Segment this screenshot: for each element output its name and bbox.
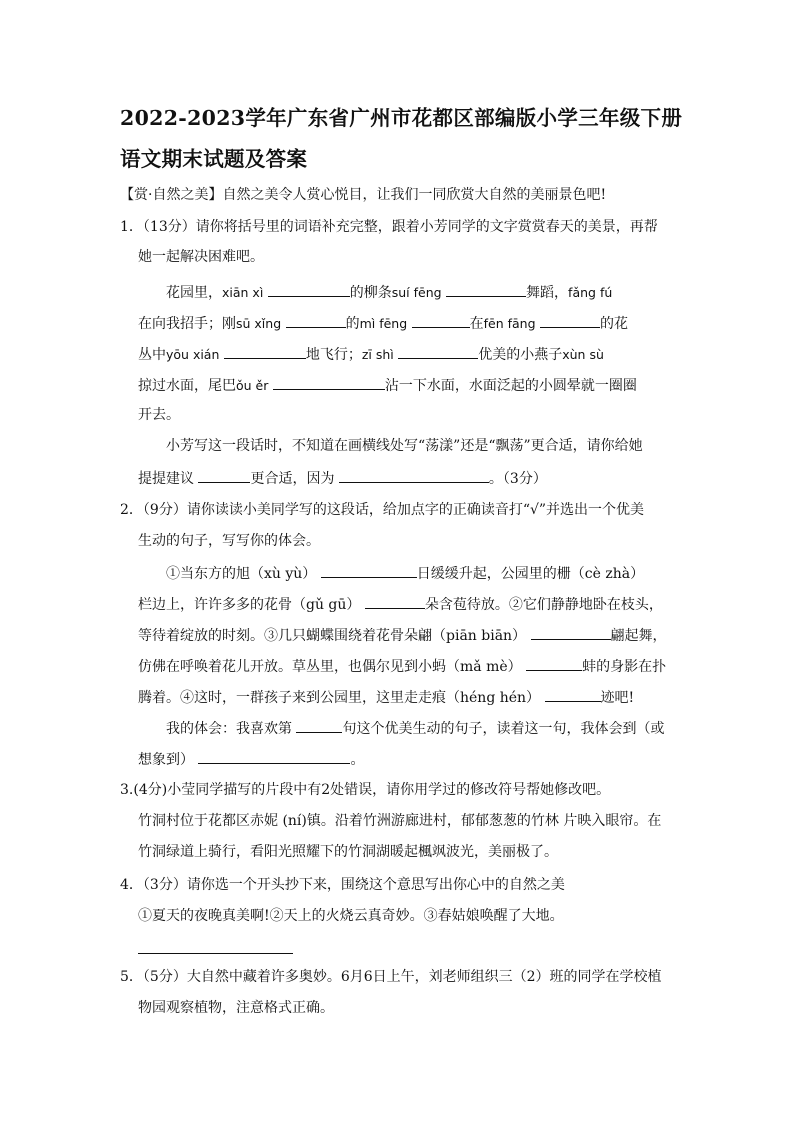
q1-text: 丛中: [138, 347, 166, 363]
pinyin: mì fēng: [359, 316, 408, 331]
answer-blank[interactable]: [531, 624, 611, 640]
q1-passage-line-7: [138, 467, 547, 489]
answer-blank[interactable]: [296, 717, 342, 733]
answer-blank[interactable]: [198, 748, 350, 764]
q1-text: 的花: [599, 316, 628, 332]
q1-text: 在向我招手；刚: [138, 316, 236, 332]
q1-passage-line-4: [138, 374, 637, 396]
pinyin: fǎng fú: [568, 285, 613, 300]
q1-text: 花园里，: [166, 285, 222, 301]
q1-text: 的: [345, 316, 360, 332]
q2-passage-line-3: [138, 624, 667, 646]
q3-prompt: 3.(4分)小莹同学描写的片段中有2处错误，请你用学过的修改符号帮她修改吧。: [120, 782, 611, 798]
pinyin: zī shì: [361, 347, 394, 362]
q3-passage-line-2: 竹洞绿道上骑行，看阳光照耀下的竹洞湖暖起楓飒波光，美丽极了。: [138, 844, 558, 860]
q1-passage-line-3: [138, 343, 604, 365]
q1-text: 掠过水面，尾巴: [138, 378, 236, 394]
q2-passage-line-2: [138, 593, 663, 615]
q1-text: 优美的小燕子: [478, 347, 563, 363]
q4-answer-line[interactable]: [138, 953, 293, 954]
q2-text: ①当东方的旭（xù yù）: [166, 566, 317, 582]
answer-blank[interactable]: [526, 655, 582, 671]
q2-text: 仿佛在呼唤着花儿开放。草丛里，也偶尔见到小蚂（mǎ mè）: [138, 659, 522, 675]
q1-text: 沾一下水面，水面泛起的小圆晕就一圈圈: [384, 378, 637, 394]
document-title-line-2: 语文期末试题及答案: [120, 147, 308, 171]
answer-blank[interactable]: [339, 467, 489, 483]
answer-blank[interactable]: [286, 312, 346, 328]
q5-prompt-line-2: 物园观察植物，注意格式正确。: [138, 1000, 334, 1016]
pinyin: xiān xì: [222, 285, 264, 300]
q2-text: 翩起舞，: [610, 628, 667, 644]
q2-prompt-line-1: 2．（9分）请你读读小美同学写的这段话，给加点字的正确读音打“√”并选出一个优美: [120, 502, 645, 518]
q1-passage-line-2: [138, 312, 628, 334]
q1-text: 的柳条: [349, 285, 392, 301]
q4-prompt: 4．（3分）请你选一个开头抄下来，围绕这个意思写出你心中的自然之美: [120, 877, 565, 893]
answer-blank[interactable]: [365, 593, 425, 609]
q1-text: 。（3分）: [488, 471, 547, 487]
pinyin: sū xǐng: [236, 316, 282, 331]
q2-passage-line-7: [138, 748, 364, 770]
answer-blank[interactable]: [545, 686, 601, 702]
q1-prompt-line-2: 她一起解决困难吧。: [138, 249, 264, 265]
q1-text: 提提建议: [138, 471, 194, 487]
q1-passage-line-1: [166, 281, 612, 303]
q1-prompt-line-1: 1．（13分）请你将括号里的词语补充完整，跟着小芳同学的文字赏赏春天的美景，再帮: [120, 219, 658, 235]
q1-text: 在: [469, 316, 484, 332]
q1-text: 更合适，因为: [250, 471, 335, 487]
q2-text: 日缓缓升起，公园里的栅（cè zhà）: [416, 566, 645, 582]
pinyin: fēn fāng: [483, 316, 536, 331]
q2-text: 蚌的身影在扑: [582, 659, 667, 675]
q2-text: 腾着。④这时，一群孩子来到公园里，这里走走痕（héng hén）: [138, 690, 541, 706]
q2-text: 想象到）: [138, 752, 194, 768]
answer-blank[interactable]: [273, 374, 385, 390]
pinyin: suí fēng: [391, 285, 442, 300]
q2-passage-line-5: [138, 686, 634, 708]
answer-blank[interactable]: [268, 281, 350, 297]
q1-passage-line-5: 开去。: [138, 407, 180, 423]
q2-text: 我的体会：我喜欢第: [166, 721, 292, 737]
q2-text: 。: [350, 752, 365, 768]
answer-blank[interactable]: [224, 343, 306, 359]
answer-blank[interactable]: [321, 562, 417, 578]
q2-passage-line-1: [166, 562, 644, 584]
q1-passage-line-6: 小芳写这一段话时，不知道在画横线处写“荡漾”还是“飘荡”更合适，请你给她: [166, 438, 643, 454]
document-title-line-1: 2022-2023学年广东省广州市花都区部编版小学三年级下册: [120, 106, 683, 130]
answer-blank[interactable]: [540, 312, 600, 328]
q3-passage-line-1: 竹洞村位于花都区赤妮 (ní)镇。沿着竹洲游廊进村，郁郁葱葱的竹林 片映入眼帘。在: [138, 813, 662, 829]
q2-prompt-line-2: 生动的句子，写写你的体会。: [138, 533, 320, 549]
q2-text: 朵含苞待放。②它们静静地卧在枝头，: [424, 597, 663, 613]
q1-text: 地飞行；: [305, 347, 362, 363]
answer-blank[interactable]: [446, 281, 526, 297]
q5-prompt-line-1: 5．（5分）大自然中藏着许多奥妙。6月6日上午，刘老师组织三（2）班的同学在学校植: [120, 969, 662, 985]
answer-blank[interactable]: [398, 343, 478, 359]
pinyin: xùn sù: [562, 347, 604, 362]
q1-text: 舞蹈，: [526, 285, 569, 301]
q2-passage-line-4: [138, 655, 666, 677]
pinyin: ǒu ěr: [236, 378, 269, 393]
q2-passage-line-6: [166, 717, 664, 739]
q2-text: 等待着绽放的时刻。③几只蝴蝶围绕着花骨朵翩（piān biān）: [138, 628, 527, 644]
answer-blank[interactable]: [412, 312, 470, 328]
q4-options: ①夏天的夜晚真美啊!②天上的火烧云真奇妙。③春姑娘唤醒了大地。: [138, 908, 564, 924]
q2-text: 迹吧!: [600, 690, 635, 706]
q2-text: 栏边上，许许多多的花骨（gǔ gū）: [138, 597, 361, 613]
answer-blank[interactable]: [198, 467, 250, 483]
q2-text: 句这个优美生动的句子，读着这一句，我体会到（或: [342, 721, 665, 737]
pinyin: yōu xián: [166, 347, 220, 362]
section-intro: 【赏·自然之美】自然之美令人赏心悦目，让我们一同欣赏大自然的美丽景色吧!: [120, 187, 607, 203]
